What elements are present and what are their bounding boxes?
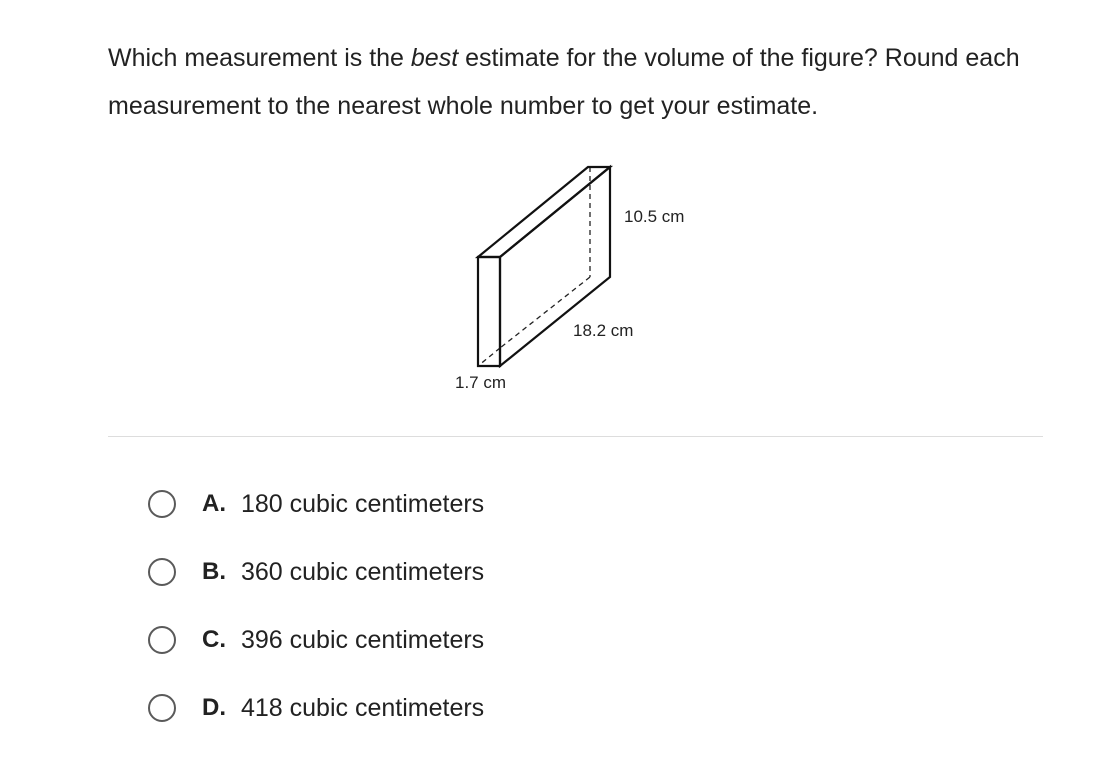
choice-text: 180 cubic centimeters bbox=[241, 489, 485, 518]
choice-d[interactable] bbox=[148, 674, 848, 742]
height-label: 10.5 cm bbox=[624, 207, 685, 226]
radio-button-a[interactable] bbox=[148, 490, 176, 518]
question-emphasis: best bbox=[410, 44, 459, 72]
hidden-edge-short bbox=[478, 348, 500, 366]
choice-letter: B. bbox=[202, 558, 226, 585]
question-text-start: Which measurement is the bbox=[108, 44, 411, 72]
choice-letter: D. bbox=[202, 694, 226, 721]
answer-choices bbox=[148, 470, 848, 742]
choice-text: 396 cubic centimeters bbox=[241, 625, 485, 654]
divider bbox=[108, 436, 1043, 437]
question-text-end: estimate for the volume of the figure? Round each measurement to the nearest whole number to get your estimate. bbox=[108, 44, 1020, 120]
radio-button-c[interactable] bbox=[148, 626, 176, 654]
choice-a[interactable] bbox=[148, 470, 848, 538]
question-text bbox=[108, 34, 1068, 130]
choice-text: 418 cubic centimeters bbox=[241, 693, 485, 722]
rectangular-prism-diagram bbox=[430, 155, 730, 405]
choice-b[interactable] bbox=[148, 538, 848, 606]
front-face bbox=[478, 257, 500, 366]
width-label: 1.7 cm bbox=[455, 373, 507, 392]
choice-letter: A. bbox=[202, 490, 226, 517]
radio-button-d[interactable] bbox=[148, 694, 176, 722]
choice-text: 360 cubic centimeters bbox=[241, 557, 485, 586]
choice-letter: C. bbox=[202, 626, 226, 653]
prism-figure bbox=[430, 155, 730, 405]
choice-c[interactable] bbox=[148, 606, 848, 674]
radio-button-b[interactable] bbox=[148, 558, 176, 586]
length-label: 18.2 cm bbox=[573, 321, 634, 340]
